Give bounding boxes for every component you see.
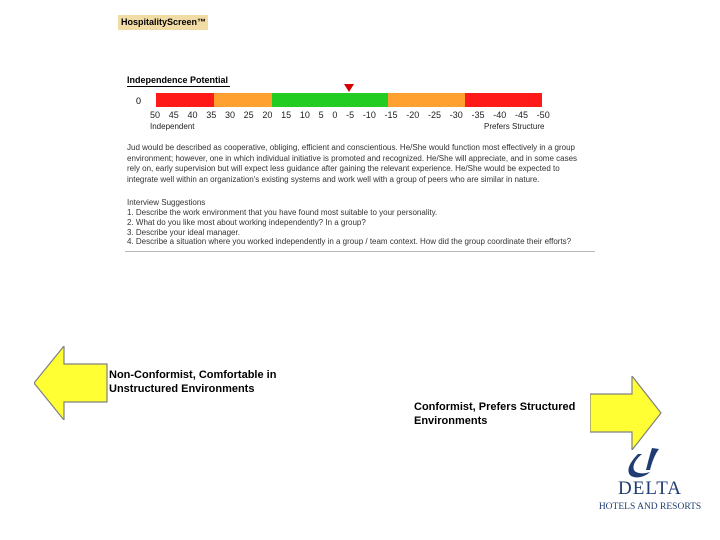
marker-down-arrow-icon (344, 84, 354, 92)
scale-tick-label: 5 (318, 110, 324, 120)
logo-subtitle: HOTELS AND RESORTS (598, 502, 702, 512)
product-badge: HospitalityScreen™ (118, 15, 208, 30)
interview-item: 4. Describe a situation where you worked independently in a group / team context. How did the group coordinate their efforts? (127, 237, 572, 247)
scale-tick-label: -45 (514, 110, 528, 120)
independence-scale-bar (156, 93, 542, 107)
scale-tick-label: -25 (428, 110, 442, 120)
scale-zero-label: 0 (136, 96, 142, 106)
scale-tick-label: 35 (206, 110, 217, 120)
scale-tick-label: -30 (449, 110, 463, 120)
scale-segment (349, 93, 388, 107)
logo-wordmark: DELTA (618, 478, 682, 499)
left-arrow-label: Non-Conformist, Comfortable in Unstructured Environments (109, 369, 277, 395)
scale-tick-label: -10 (362, 110, 376, 120)
profile-description: Jud would be described as cooperative, obliging, efficient and conscientious. He/She would function most effectively in a group environment; however, one in which individual initiative is promoted and recognized. He/She will appreciate, and in some cases rely on, early supervision but will expect less guidance after gaining the relevant experience. He/She would be expected to integrate well within an organization's existing systems and work well with a group of peers who are similar in nature. (127, 143, 578, 184)
interview-list (127, 208, 597, 247)
scale-segment (214, 93, 272, 107)
title-underline (127, 86, 230, 87)
scale-tick-label: -15 (384, 110, 398, 120)
scale-tick-label: 40 (187, 110, 198, 120)
scale-tick-label: -20 (406, 110, 420, 120)
scale-tick-label: -40 (493, 110, 507, 120)
interview-item: 1. Describe the work environment that you have found most suitable to your personality. (127, 208, 438, 217)
scale-tick-label: -5 (346, 110, 355, 120)
interview-item: 2. What do you like most about working independently? In a group? (127, 217, 366, 227)
scale-tick-label: 15 (281, 110, 292, 120)
interview-title: Interview Suggestions (127, 198, 206, 207)
scale-segment (272, 93, 349, 107)
scale-tick-label: -50 (536, 110, 550, 120)
scale-tick-label: 20 (262, 110, 273, 120)
scale-tick-label: 50 (150, 110, 161, 120)
section-divider (125, 251, 595, 252)
scale-tick-label: -35 (471, 110, 485, 120)
scale-tick-label: 45 (168, 110, 179, 120)
scale-tick-label: 10 (299, 110, 310, 120)
right-arrow-label: Conformist, Prefers Structured Environments (414, 401, 576, 427)
scale-tick-label: 0 (332, 110, 338, 120)
scale-tick-labels (150, 110, 550, 120)
scale-segment (388, 93, 465, 107)
scale-segment (465, 93, 542, 107)
scale-tick-label: 25 (243, 110, 254, 120)
scale-left-end-label: Independent (150, 122, 195, 131)
interview-item: 3. Describe your ideal manager. (127, 227, 240, 237)
scale-segment (156, 93, 214, 107)
left-arrow-icon (34, 346, 108, 420)
scale-tick-label: 30 (224, 110, 235, 120)
scale-title: Independence Potential (127, 75, 229, 85)
scale-right-end-label: Prefers Structure (484, 122, 545, 131)
